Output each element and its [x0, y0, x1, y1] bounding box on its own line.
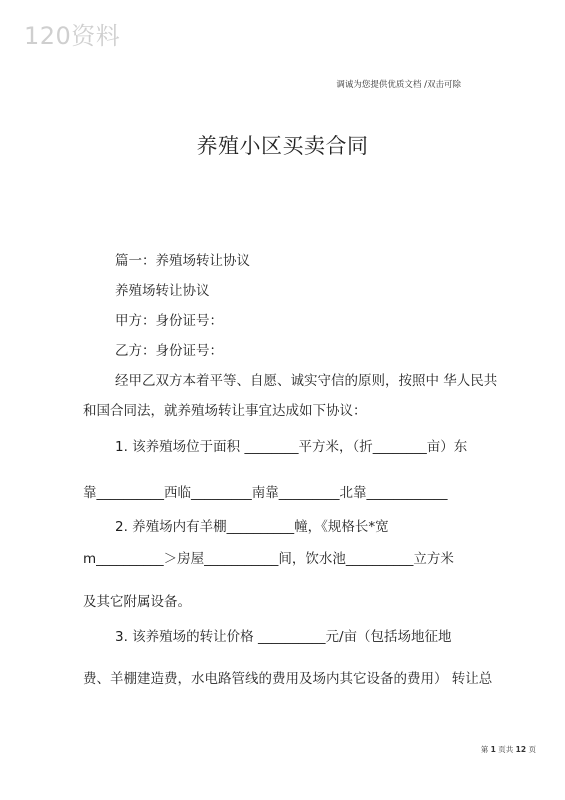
paragraph-line-9: 2. 养殖场内有羊棚__________幢，《规格长*宽 [115, 519, 389, 535]
paragraph-line-11: 及其它附属设备。 [83, 594, 191, 610]
page-footer [481, 744, 536, 755]
header-note: 调诚为您提供优质文档 /双击可除 [336, 80, 461, 90]
paragraph-line-2: 养殖场转让协议 [115, 283, 210, 299]
footer-prefix: 第 [480, 745, 489, 754]
watermark-logo: 120资料 [24, 22, 121, 50]
footer-middle: 页共 [498, 745, 514, 754]
paragraph-line-13: 费、羊棚建造费，水电路管线的费用及场内其它设备的费用） 转让总 [83, 671, 493, 687]
footer-suffix: 页 [528, 745, 536, 754]
document-title: 养殖小区买卖合同 [196, 134, 369, 158]
footer-current-page: 1 [490, 745, 496, 754]
footer-total-pages: 12 [515, 745, 527, 754]
paragraph-line-8: 靠__________西临_________南靠_________北靠____________ [83, 485, 448, 501]
paragraph-line-5: 经甲乙双方本着平等、自愿、诚实守信的原则，按照中 华人民共 [115, 373, 498, 389]
paragraph-line-7: 1. 该养殖场位于面积 ________平方米，（折________亩）东 [115, 439, 468, 455]
paragraph-line-4: 乙方：身份证号： [115, 343, 223, 359]
paragraph-line-12: 3. 该养殖场的转让价格 __________元/亩（包括场地征地 [115, 629, 452, 645]
paragraph-line-1: 篇一：养殖场转让协议 [115, 253, 250, 269]
paragraph-line-3: 甲方：身份证号： [115, 313, 223, 329]
paragraph-line-10: m__________＞房屋___________间，饮水池__________立方米 [83, 551, 454, 567]
paragraph-line-6: 和国合同法，就养殖场转让事宜达成如下协议： [83, 403, 367, 419]
